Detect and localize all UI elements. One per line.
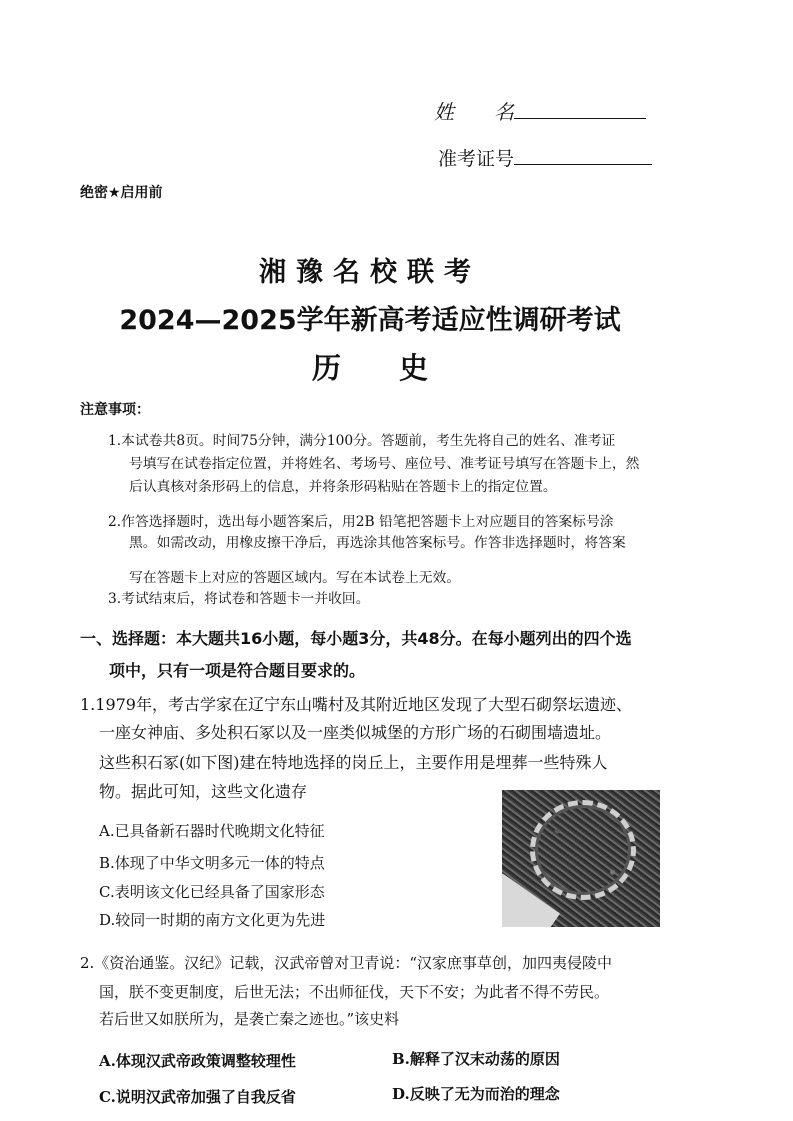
q1-option-b: B.体现了中华文明多元一体的特点 xyxy=(99,854,325,872)
q1-option-d: D.较同一时期的南方文化更为先进 xyxy=(99,911,326,929)
q2-stem-line-2: 国，朕不变更制度，后世无法；不出师征伐，天下不安；为此者不得不劳民。 xyxy=(99,983,610,1001)
q1-stem-line-1: 1.1979年，考古学家在辽宁东山嘴村及其附近地区发现了大型石砌祭坛遗迹、 xyxy=(80,695,632,714)
stone-cairn-photo xyxy=(502,790,660,927)
name-label: 姓 名 xyxy=(434,100,514,124)
q2-option-b: B.解释了汉末动荡的原因 xyxy=(392,1050,560,1068)
q2-option-a: A.体现汉武帝政策调整较理性 xyxy=(99,1052,296,1070)
exam-title-subject: 历 史 xyxy=(311,351,428,385)
q1-stem-line-4: 物。据此可知，这些文化遗存 xyxy=(99,782,308,801)
section-heading-line-2: 项中，只有一项是符合题目要求的。 xyxy=(109,661,366,680)
notice-item-3: 3.考试结束后，将试卷和答题卡一并收回。 xyxy=(108,591,370,607)
exam-title-main: 2024—2025学年新高考适应性调研考试 xyxy=(119,305,621,336)
q1-stem-line-2: 一座女神庙、多处积石冢以及一座类似城堡的方形广场的石砌围墙遗址。 xyxy=(99,723,612,742)
notice-item-1-line-3: 后认真核对条形码上的信息，并将条形码粘贴在答题卡上的指定位置。 xyxy=(129,479,557,495)
exam-id-blank xyxy=(514,142,652,165)
section-heading-line-1: 一、选择题：本大题共16小题，每小题3分，共48分。在每小题列出的四个选 xyxy=(80,629,632,648)
name-blank xyxy=(514,96,646,119)
exam-id-label: 准考证号 xyxy=(438,148,515,170)
notice-item-1-line-1: 1.本试卷共8页。时间75分钟，满分100分。答题前，考生先将自己的姓名、准考证 xyxy=(108,433,616,449)
notice-item-2-line-1: 2.作答选择题时，选出每小题答案后，用2B 铅笔把答题卡上对应题目的答案标号涂 xyxy=(108,514,614,530)
q2-option-d: D.反映了无为而治的理念 xyxy=(392,1085,560,1103)
notice-item-1-line-2: 号填写在试卷指定位置，并将姓名、考场号、座位号、准考证号填写在答题卡上，然 xyxy=(129,456,640,472)
q2-option-c: C.说明汉武帝加强了自我反省 xyxy=(99,1088,296,1106)
exam-title-org: 湘豫名校联考 xyxy=(259,257,481,288)
q1-stem-line-3: 这些积石冢(如下图)建在特地选择的岗丘上，主要作用是埋葬一些特殊人 xyxy=(99,753,608,772)
q1-option-c: C.表明该文化已经具备了国家形态 xyxy=(99,883,325,901)
cairn-ring xyxy=(530,800,636,900)
q2-stem-line-3: 若后世又如朕所为，是袭亡秦之迹也。”该史料 xyxy=(99,1010,400,1028)
notice-item-2-line-3: 写在答题卡上对应的答题区域内。写在本试卷上无效。 xyxy=(129,570,461,586)
notice-heading: 注意事项： xyxy=(80,402,150,418)
confidential-mark: 绝密★启用前 xyxy=(80,185,163,201)
q1-option-a: A.已具备新石器时代晚期文化特征 xyxy=(99,822,325,840)
name-field xyxy=(434,96,646,125)
exam-id-field xyxy=(438,142,652,171)
notice-item-2-line-2: 黑。如需改动，用橡皮擦干净后，再选涂其他答案标号。作答非选择题时，将答案 xyxy=(129,535,626,551)
q2-stem-line-1: 2.《资治通鉴。汉纪》记载，汉武帝曾对卫青说：“汉家庶事草创，加四夷侵陵中 xyxy=(80,954,612,972)
